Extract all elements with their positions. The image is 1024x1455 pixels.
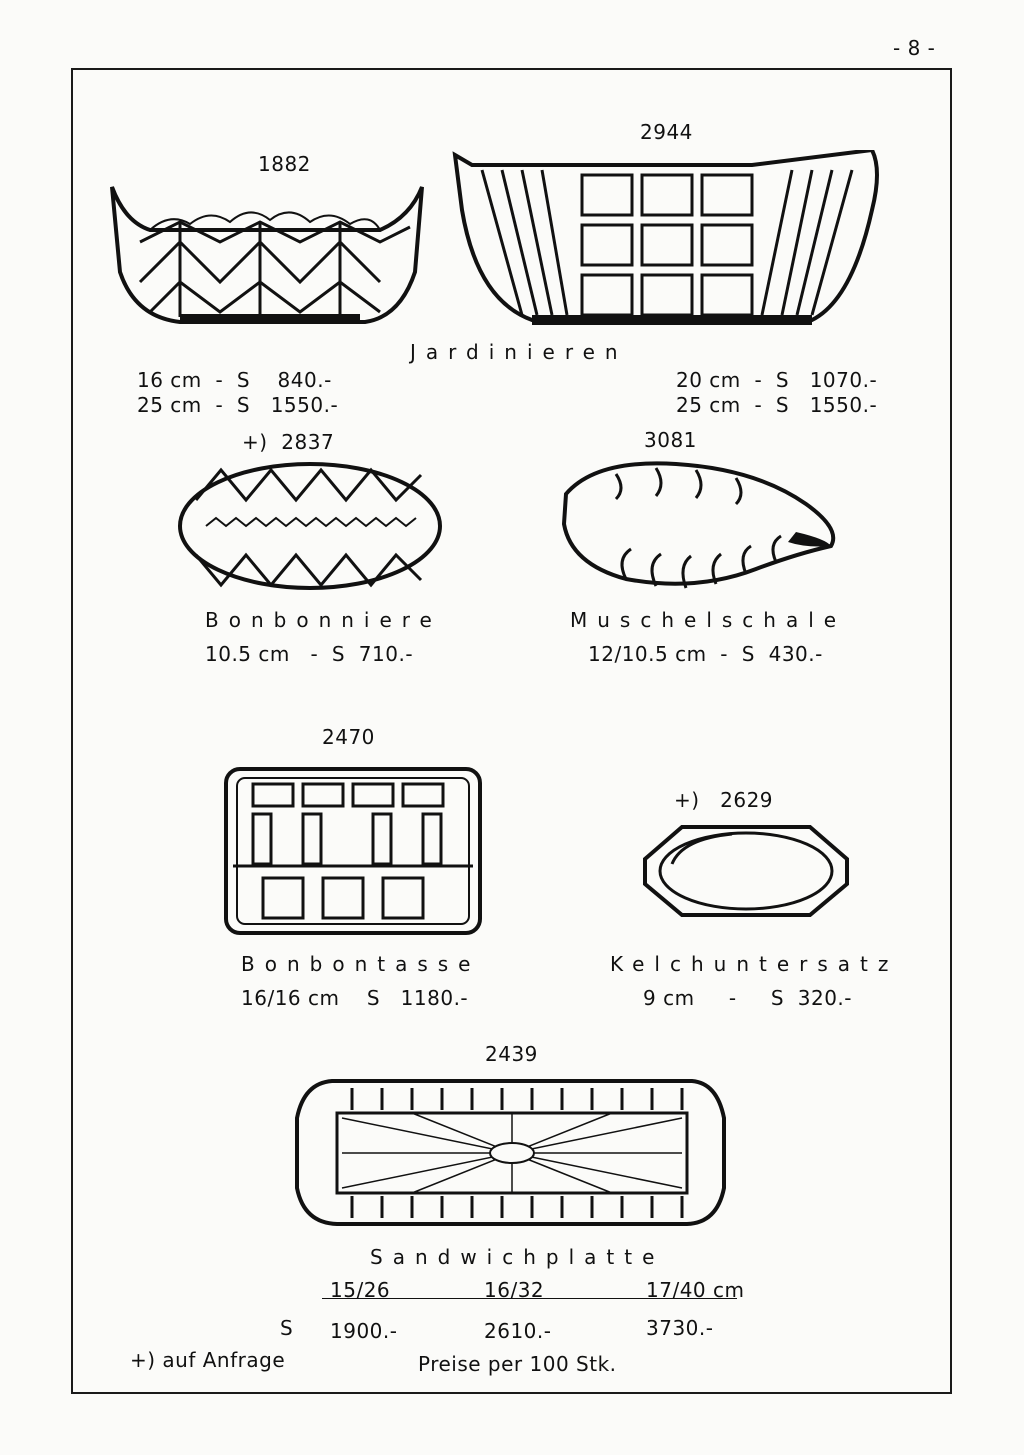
size-17-40: 17/40 cm	[646, 1278, 745, 1302]
size-15-26: 15/26	[330, 1278, 391, 1302]
price-2944-20cm: 20 cm - S 1070.-	[676, 368, 878, 392]
price-1882-25cm: 25 cm - S 1550.-	[137, 393, 339, 417]
bowl-1882-illustration	[110, 182, 425, 330]
price-2944-25cm: 25 cm - S 1550.-	[676, 393, 878, 417]
name-bonbonniere: Bonbonniere	[205, 608, 442, 632]
bowl-2944-illustration	[452, 150, 884, 328]
page-number: - 8 -	[893, 36, 936, 60]
item-number-2439: 2439	[485, 1042, 538, 1066]
sandwichplatte-2439-illustration	[292, 1078, 730, 1228]
footnote-auf-anfrage: +) auf Anfrage	[130, 1348, 286, 1372]
price-note: Preise per 100 Stk.	[418, 1352, 617, 1376]
price-2629: 9 cm - S 320.-	[643, 986, 853, 1010]
name-muschelschale: Muschelschale	[570, 608, 847, 632]
size-row-underline	[322, 1298, 737, 1299]
price-2439-16-32: 2610.-	[484, 1319, 552, 1343]
category-title-jardinieren: Jardinieren	[410, 340, 628, 364]
price-2837: 10.5 cm - S 710.-	[205, 642, 414, 666]
price-3081: 12/10.5 cm - S 430.-	[588, 642, 823, 666]
size-16-32: 16/32	[484, 1278, 545, 1302]
name-bonbontasse: Bonbontasse	[241, 952, 481, 976]
name-kelchuntersatz: Kelchuntersatz	[610, 952, 899, 976]
price-1882-16cm: 16 cm - S 840.-	[137, 368, 332, 392]
item-number-3081: 3081	[644, 428, 697, 452]
item-number-2470: 2470	[322, 725, 375, 749]
bonbontasse-2470-illustration	[223, 766, 483, 936]
item-number-1882: 1882	[258, 152, 311, 176]
item-number-2944: 2944	[640, 120, 693, 144]
item-number-2837: +) 2837	[242, 430, 335, 454]
name-sandwichplatte: Sandwichplatte	[370, 1245, 665, 1269]
bonbonniere-2837-illustration	[176, 460, 444, 592]
kelchuntersatz-2629-illustration	[642, 824, 850, 918]
price-2470: 16/16 cm S 1180.-	[241, 986, 469, 1010]
price-2439-17-40: 3730.-	[646, 1316, 714, 1340]
price-2439-15-26: 1900.-	[330, 1319, 398, 1343]
item-number-2629: +) 2629	[674, 788, 774, 812]
muschelschale-3081-illustration	[556, 454, 842, 594]
price-currency-s: S	[280, 1316, 294, 1340]
